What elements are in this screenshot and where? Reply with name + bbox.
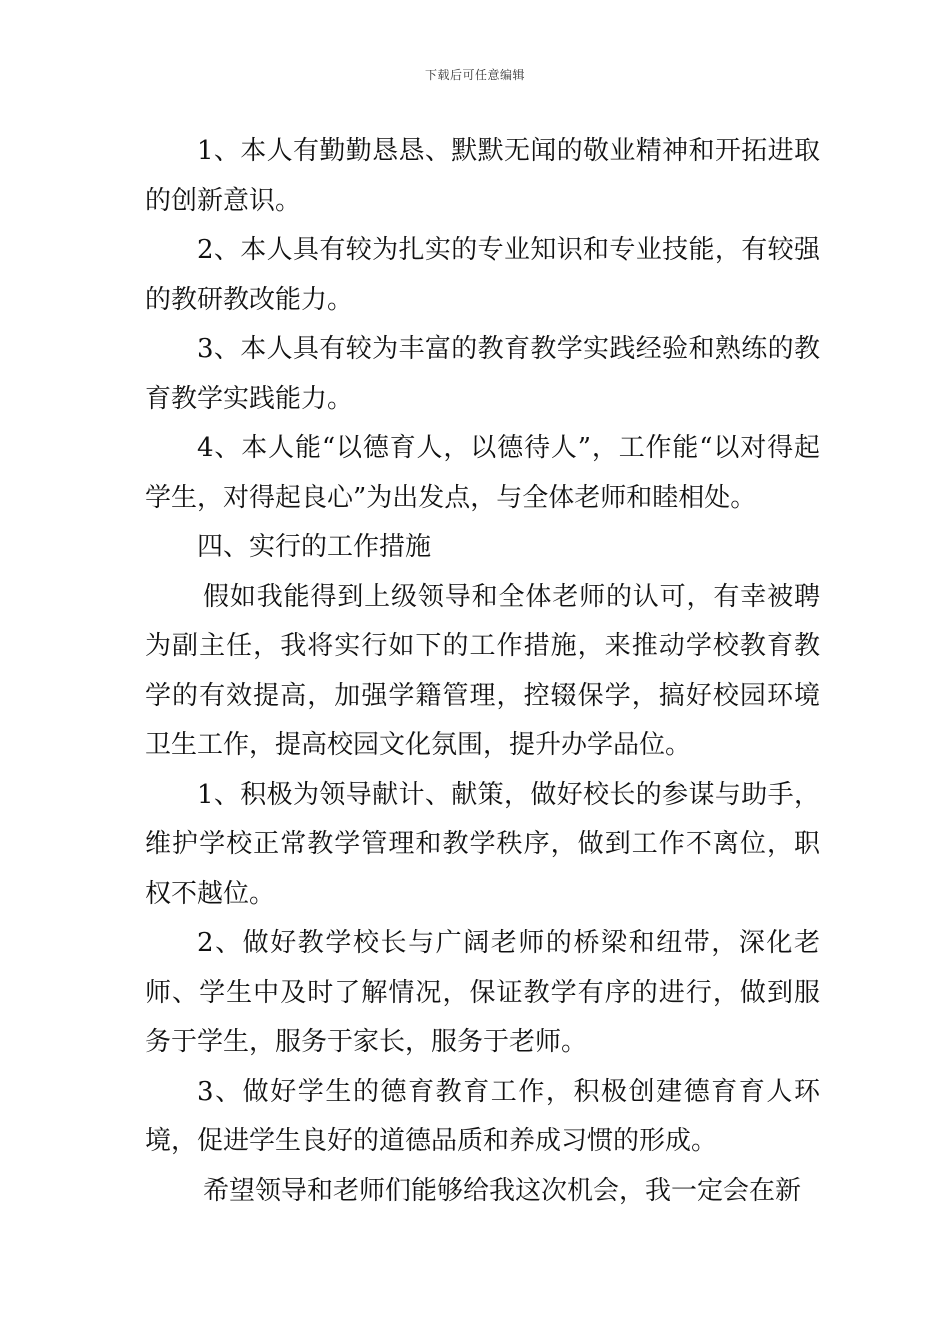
- page-header-note: 下载后可任意编辑: [424, 68, 525, 82]
- qualification-item-1: 1、本人有勤勤恳恳、默默无闻的敬业精神和开拓进取的创新意识。: [145, 136, 820, 216]
- closing-paragraph: 希望领导和老师们能够给我这次机会，我一定会在新: [203, 1175, 802, 1206]
- measure-item-1: 1、积极为领导献计、献策，做好校长的参谋与助手，维护学校正常教学管理和教学秩序，做到工作不离位，职权不越位。: [145, 779, 820, 909]
- measures-intro-paragraph: 假如我能得到上级领导和全体老师的认可，有幸被聘为副主任，我将实行如下的工作措施，来推动学校教育教学的有效提高，加强学籍管理，控辍保学，搞好校园环境卫生工作，提高校园文化氛围，提升办学品位。: [145, 581, 820, 760]
- qualification-item-2: 2、本人具有较为扎实的专业知识和专业技能，有较强的教研教改能力。: [145, 235, 820, 315]
- qualification-item-4: 4、本人能“以德育人，以德待人”，工作能“以对得起学生，对得起良心”为出发点，与全体老师和睦相处。: [145, 433, 820, 513]
- measure-item-3: 3、做好学生的德育教育工作，积极创建德育育人环境，促进学生良好的道德品质和养成习惯的形成。: [145, 1076, 820, 1156]
- qualification-item-3: 3、本人具有较为丰富的教育教学实践经验和熟练的教育教学实践能力。: [145, 334, 820, 414]
- document-body: [145, 127, 820, 1216]
- section-heading-measures: 四、实行的工作措施: [197, 532, 432, 562]
- measure-item-2: 2、做好教学校长与广阔老师的桥梁和纽带，深化老师、学生中及时了解情况，保证教学有序的进行，做到服务于学生，服务于家长，服务于老师。: [145, 928, 820, 1057]
